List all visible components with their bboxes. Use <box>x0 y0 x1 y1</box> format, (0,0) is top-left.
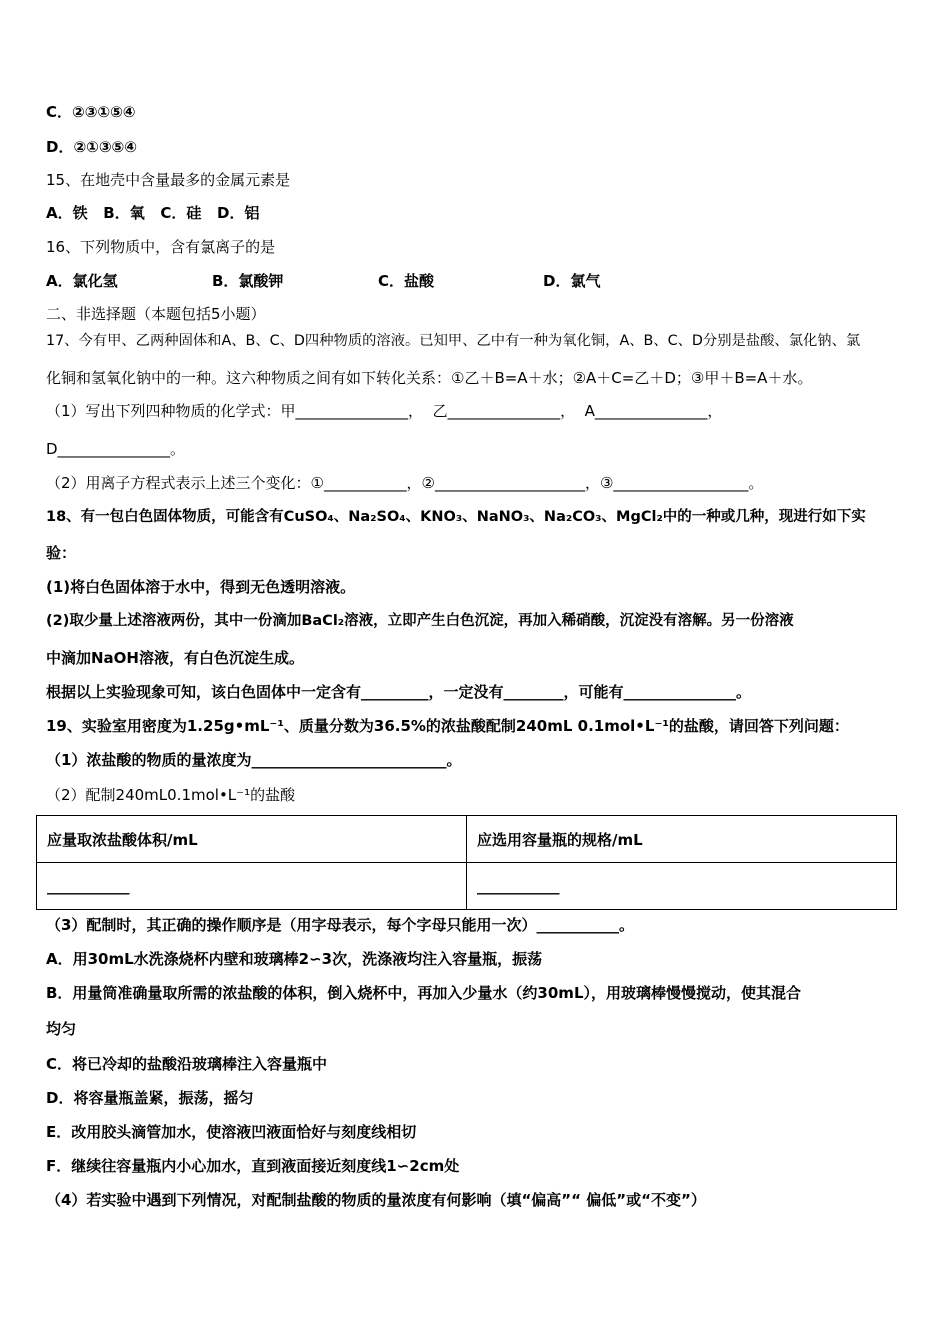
question-19-part4: （4）若实验中遇到下列情况，对配制盐酸的物质的量浓度有何影响（填“偏高”“ 偏低”或“不变”） <box>46 1191 706 1209</box>
q16-option-b: B．氯酸钾 <box>212 272 284 290</box>
option-c: C．②③①⑤④ <box>46 103 136 121</box>
step-c: C．将已冷却的盐酸沿玻璃棒注入容量瓶中 <box>46 1055 328 1073</box>
table-header-flask-size: 应选用容量瓶的规格/mL <box>467 816 897 863</box>
question-17-part1-d: D_______________。 <box>46 440 186 458</box>
question-18-step1: (1)将白色固体溶于水中，得到无色透明溶液。 <box>46 578 356 596</box>
step-e: E．改用胶头滴管加水，使溶液凹液面恰好与刻度线相切 <box>46 1123 417 1141</box>
step-d: D．将容量瓶盖紧，振荡，摇匀 <box>46 1089 254 1107</box>
q16-option-c: C．盐酸 <box>378 272 435 290</box>
question-17: 17、今有甲、乙两种固体和A、B、C、D四种物质的溶液。已知甲、乙中有一种为氧化铜，A、B、C、D分别是盐酸、氯化钠、氯 <box>46 333 861 349</box>
question-15: 15、在地壳中含量最多的金属元素是 <box>46 171 291 189</box>
q16-option-d: D．氯气 <box>543 272 601 290</box>
question-17-cont: 化铜和氢氧化钠中的一种。这六种物质之间有如下转化关系：①乙＋B=A＋水；②A＋C=乙＋D；③甲＋B=A＋水。 <box>46 369 813 387</box>
step-b-cont: 均匀 <box>46 1020 77 1038</box>
answer-table <box>36 815 897 910</box>
step-b: B．用量筒准确量取所需的浓盐酸的体积，倒入烧杯中，再加入少量水（约30mL），用玻璃棒慢慢搅动，使其混合 <box>46 984 802 1002</box>
question-16: 16、下列物质中，含有氯离子的是 <box>46 238 276 256</box>
question-18: 18、有一包白色固体物质，可能含有CuSO₄、Na₂SO₄、KNO₃、NaNO₃、Na₂CO₃、MgCl₂中的一种或几种，现进行如下实 <box>46 509 866 525</box>
question-19-part3: （3）配制时，其正确的操作顺序是（用字母表示，每个字母只能用一次）___________。 <box>46 916 634 934</box>
question-19-part2: （2）配制240mL0.1mol•L⁻¹的盐酸 <box>46 786 296 804</box>
question-18-answer: 根据以上实验现象可知，该白色固体中一定含有_________，一定没有________，可能有_______________。 <box>46 683 752 701</box>
q16-option-a: A．氯化氢 <box>46 272 118 290</box>
option-d: D．②①③⑤④ <box>46 138 137 156</box>
step-f: F．继续往容量瓶内小心加水，直到液面接近刻度线1∽2cm处 <box>46 1157 460 1175</box>
step-a: A．用30mL水洗涤烧杯内壁和玻璃棒2∽3次，洗涤液均注入容量瓶，振荡 <box>46 950 543 968</box>
question-18-cont: 验： <box>46 544 77 562</box>
question-17-part2: （2）用离子方程式表示上述三个变化：①___________，②____________________，③__________________。 <box>46 474 764 492</box>
question-18-step2: (2)取少量上述溶液两份，其中一份滴加BaCl₂溶液，立即产生白色沉淀，再加入稀硝酸，沉淀没有溶解。另一份溶液 <box>46 613 794 629</box>
question-15-options: A．铁 B．氧 C．硅 D．铝 <box>46 204 260 222</box>
question-19: 19、实验室用密度为1.25g•mL⁻¹、质量分数为36.5%的浓盐酸配制240mL 0.1mol•L⁻¹的盐酸，请回答下列问题： <box>46 717 849 735</box>
question-18-step2-cont: 中滴加NaOH溶液，有白色沉淀生成。 <box>46 649 304 667</box>
question-19-part1: （1）浓盐酸的物质的量浓度为__________________________。 <box>46 751 462 769</box>
section-heading: 二、非选择题（本题包括5小题） <box>46 305 266 323</box>
question-17-part1: （1）写出下列四种物质的化学式：甲_______________， 乙_______________， A_______________， <box>46 402 723 420</box>
table-blank-volume: ___________ <box>37 863 467 910</box>
table-blank-flask-size: ___________ <box>467 863 897 910</box>
table-header-volume: 应量取浓盐酸体积/mL <box>37 816 467 863</box>
